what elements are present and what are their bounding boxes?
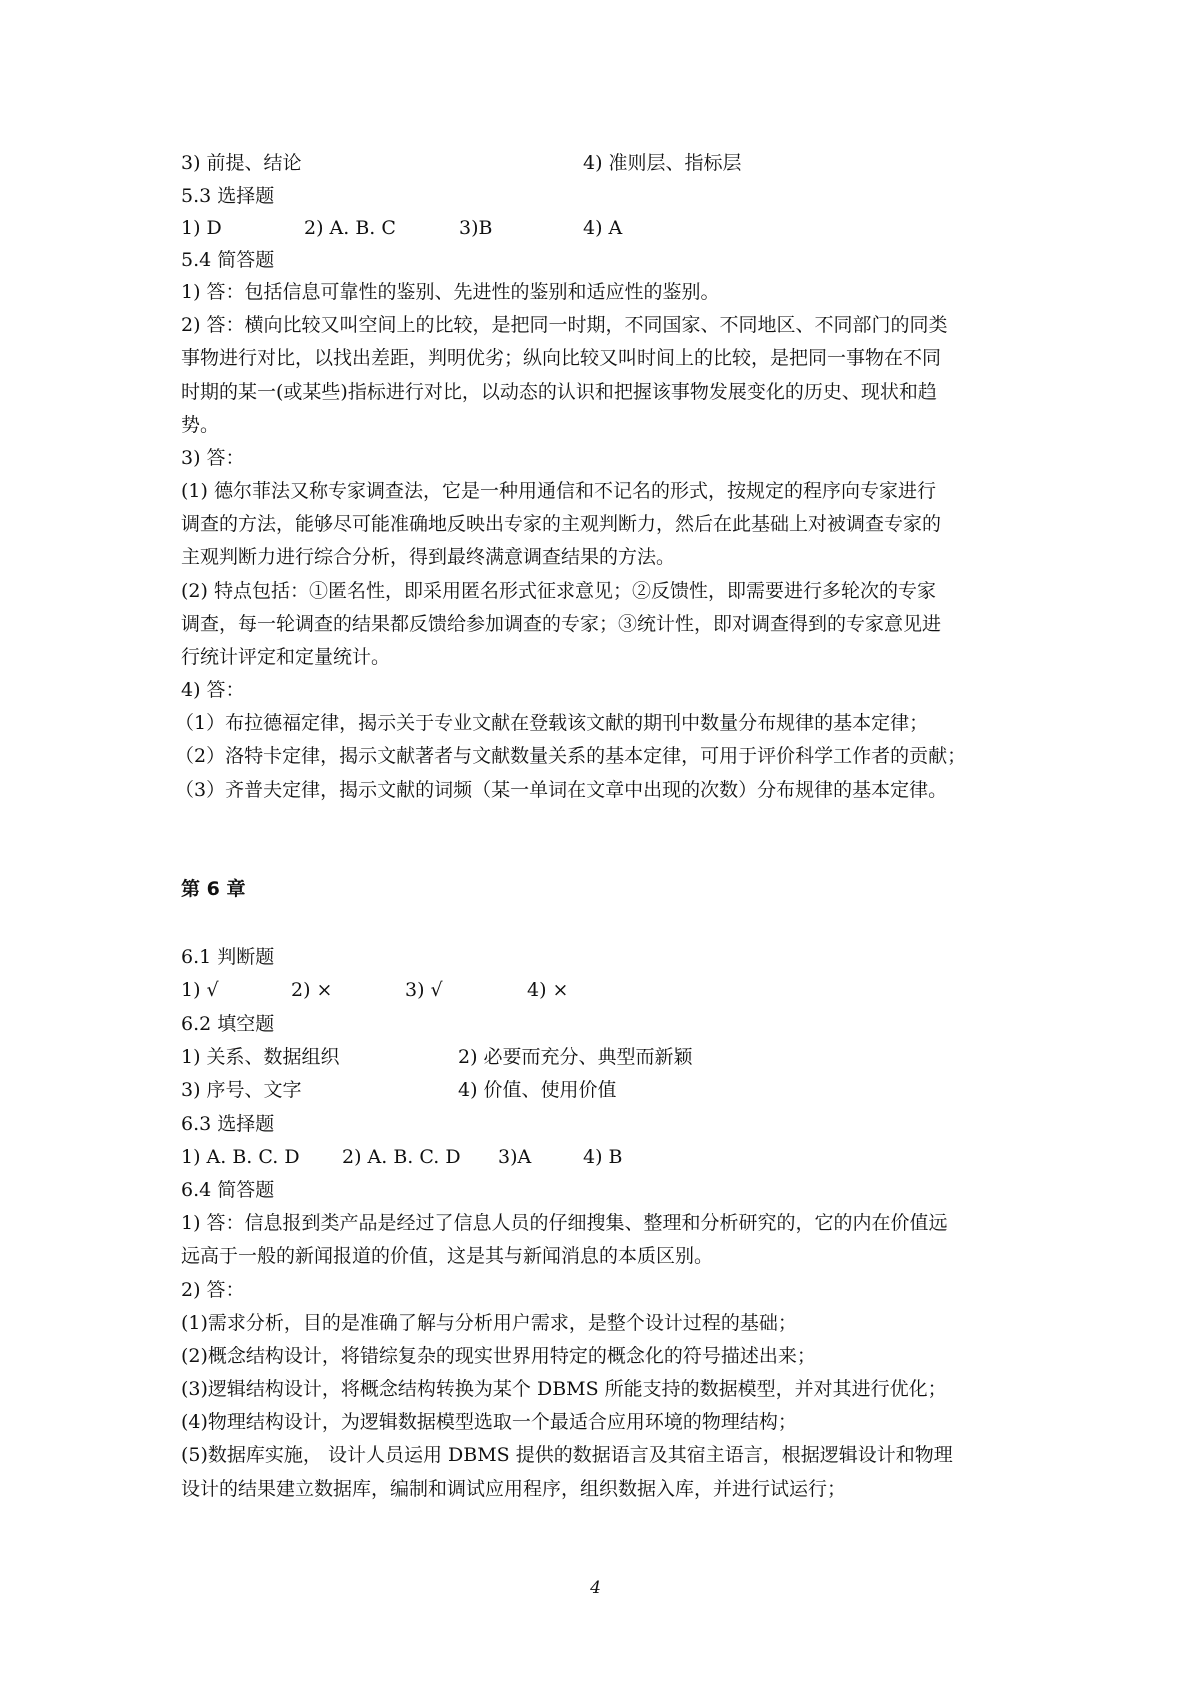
section-6-3-title: 6.3 选择题: [181, 1113, 275, 1135]
short-answer-3-label: 3) 答：: [181, 447, 245, 469]
judge-answer-1: 1) √: [181, 979, 219, 1001]
short-answer-3-line: (1) 德尔菲法又称专家调查法，它是一种用通信和不记名的形式，按规定的程序向专家进行: [181, 480, 936, 502]
short-answer-4-line: （1）布拉德福定律，揭示关于专业文献在登载该文献的期刊中数量分布规律的基本定律；: [175, 712, 929, 734]
short-answer-1-line: 远高于一般的新闻报道的价值，这是其与新闻消息的本质区别。: [181, 1245, 714, 1267]
short-answer-2-line: (1)需求分析，目的是准确了解与分析用户需求，是整个设计过程的基础；: [181, 1312, 797, 1334]
choice-answer-1: 1) A. B. C. D: [181, 1146, 300, 1168]
choice-answer-3: 3)A: [498, 1146, 532, 1168]
short-answer-2-line: (3)逻辑结构设计，将概念结构转换为某个 DBMS 所能支持的数据模型，并对其进行优化；: [181, 1378, 947, 1400]
section-6-1-title: 6.1 判断题: [181, 946, 275, 968]
judge-answer-3: 3) √: [405, 979, 443, 1001]
choice-answer-4: 4) B: [583, 1146, 623, 1168]
fill-answer-4: 4) 准则层、指标层: [583, 152, 742, 174]
short-answer-2-line: 2) 答：横向比较又叫空间上的比较，是把同一时期，不同国家、不同地区、不同部门的同类: [181, 314, 948, 336]
judge-answer-2: 2) ×: [291, 979, 333, 1001]
short-answer-2-line: 时期的某一(或某些)指标进行对比，以动态的认识和把握该事物发展变化的历史、现状和趋: [181, 381, 937, 403]
short-answer-3-line: 行统计评定和定量统计。: [181, 646, 391, 668]
short-answer-1-line: 1) 答：信息报到类产品是经过了信息人员的仔细搜集、整理和分析研究的，它的内在价值远: [181, 1212, 948, 1234]
short-answer-4-line: （3）齐普夫定律，揭示文献的词频（某一单词在文章中出现的次数）分布规律的基本定律。: [175, 779, 948, 801]
short-answer-2-line: (5)数据库实施， 设计人员运用 DBMS 提供的数据语言及其宿主语言，根据逻辑设计和物理: [181, 1444, 953, 1466]
choice-answer-2: 2) A. B. C: [304, 217, 396, 239]
choice-answer-2: 2) A. B. C. D: [342, 1146, 461, 1168]
judge-answer-4: 4) ×: [527, 979, 569, 1001]
section-5-3-title: 5.3 选择题: [181, 185, 275, 207]
choice-answer-1: 1) D: [181, 217, 222, 239]
short-answer-3-line: 调查，每一轮调查的结果都反馈给参加调查的专家；③统计性，即对调查得到的专家意见进: [181, 613, 942, 635]
short-answer-2-line: (2)概念结构设计，将错综复杂的现实世界用特定的概念化的符号描述出来；: [181, 1345, 816, 1367]
choice-answer-3: 3)B: [459, 217, 493, 239]
fill-answer-2: 2) 必要而充分、典型而新颖: [458, 1046, 693, 1068]
short-answer-3-line: 调查的方法，能够尽可能准确地反映出专家的主观判断力，然后在此基础上对被调查专家的: [181, 513, 942, 535]
page-number: 4: [590, 1578, 601, 1598]
short-answer-2-line: 设计的结果建立数据库，编制和调试应用程序，组织数据入库，并进行试运行；: [181, 1478, 847, 1500]
short-answer-3-line: 主观判断力进行综合分析，得到最终满意调查结果的方法。: [181, 546, 676, 568]
short-answer-2-line: 势。: [181, 414, 220, 436]
short-answer-2-line: 事物进行对比，以找出差距，判明优劣；纵向比较又叫时间上的比较，是把同一事物在不同: [181, 347, 942, 369]
fill-answer-4: 4) 价值、使用价值: [458, 1079, 617, 1101]
section-6-2-title: 6.2 填空题: [181, 1013, 275, 1035]
short-answer-1: 1) 答：包括信息可靠性的鉴别、先进性的鉴别和适应性的鉴别。: [181, 281, 720, 303]
fill-answer-3: 3) 序号、文字: [181, 1079, 302, 1101]
fill-answer-1: 1) 关系、数据组织: [181, 1046, 340, 1068]
short-answer-3-line: (2) 特点包括：①匿名性，即采用匿名形式征求意见；②反馈性，即需要进行多轮次的专家: [181, 580, 936, 602]
chapter-title: 第 6 章: [181, 878, 246, 900]
choice-answer-4: 4) A: [583, 217, 623, 239]
fill-answer-3: 3) 前提、结论: [181, 152, 302, 174]
short-answer-2-label: 2) 答：: [181, 1279, 245, 1301]
section-5-4-title: 5.4 简答题: [181, 249, 275, 271]
short-answer-4-line: （2）洛特卡定律，揭示文献著者与文献数量关系的基本定律，可用于评价科学工作者的贡献；: [175, 745, 967, 767]
short-answer-2-line: (4)物理结构设计，为逻辑数据模型选取一个最适合应用环境的物理结构；: [181, 1411, 797, 1433]
section-6-4-title: 6.4 简答题: [181, 1179, 275, 1201]
short-answer-4-label: 4) 答：: [181, 679, 245, 701]
